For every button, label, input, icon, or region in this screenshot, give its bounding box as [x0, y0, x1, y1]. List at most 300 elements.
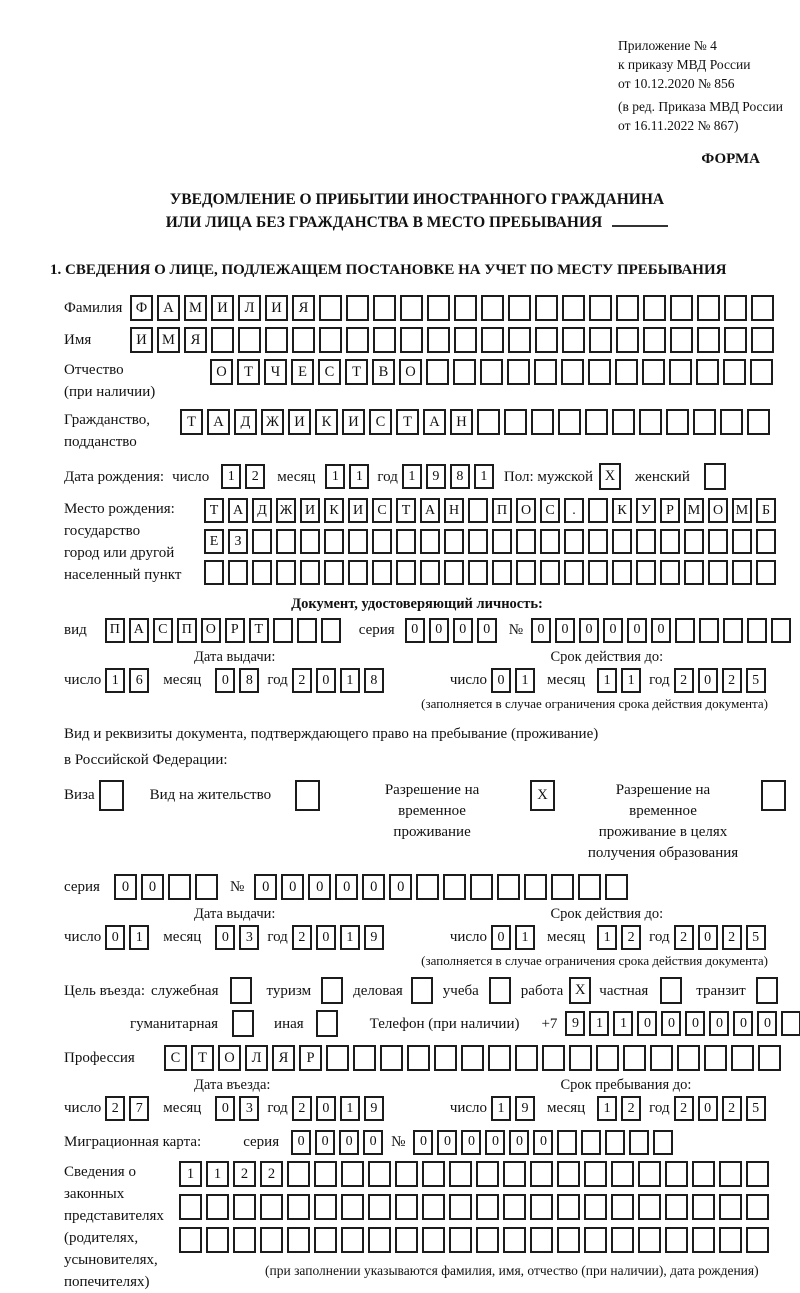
char-box[interactable] [232, 1010, 254, 1037]
char-box[interactable]: 8 [450, 464, 470, 489]
char-box[interactable] [588, 529, 608, 554]
char-box[interactable]: 0 [698, 925, 718, 950]
char-box[interactable] [535, 295, 558, 321]
char-box[interactable]: 1 [325, 464, 345, 489]
char-box[interactable]: Т [345, 359, 368, 385]
char-box[interactable]: 2 [674, 1096, 694, 1121]
char-box[interactable]: У [636, 498, 656, 523]
char-box[interactable] [670, 327, 693, 353]
char-box[interactable] [179, 1227, 202, 1253]
char-box[interactable] [252, 560, 272, 585]
char-box[interactable] [612, 409, 635, 435]
char-box[interactable] [444, 560, 464, 585]
char-box[interactable] [612, 560, 632, 585]
char-box[interactable] [611, 1227, 634, 1253]
char-box[interactable] [380, 1045, 403, 1071]
char-box[interactable] [273, 618, 293, 643]
char-box[interactable]: 0 [709, 1011, 729, 1036]
char-box[interactable]: 0 [491, 668, 511, 693]
char-box[interactable]: 0 [555, 618, 575, 643]
char-box[interactable] [666, 409, 689, 435]
char-box[interactable] [341, 1161, 364, 1187]
char-box[interactable] [669, 359, 692, 385]
char-box[interactable]: 1 [340, 1096, 360, 1121]
char-box[interactable]: 1 [597, 1096, 617, 1121]
char-box[interactable] [531, 409, 554, 435]
char-box[interactable] [420, 560, 440, 585]
char-box[interactable] [395, 1227, 418, 1253]
char-box[interactable]: 0 [316, 925, 336, 950]
char-box[interactable]: X [530, 780, 555, 811]
char-box[interactable]: Л [238, 295, 261, 321]
char-box[interactable] [516, 529, 536, 554]
char-box[interactable]: 0 [281, 874, 304, 900]
char-box[interactable] [569, 1045, 592, 1071]
char-box[interactable]: И [265, 295, 288, 321]
char-box[interactable] [693, 409, 716, 435]
char-box[interactable]: 0 [698, 668, 718, 693]
char-box[interactable]: Т [180, 409, 203, 435]
char-box[interactable] [316, 1010, 338, 1037]
char-box[interactable] [492, 529, 512, 554]
char-box[interactable] [747, 618, 767, 643]
char-box[interactable] [372, 529, 392, 554]
char-box[interactable]: 0 [637, 1011, 657, 1036]
char-box[interactable] [708, 529, 728, 554]
char-box[interactable]: 0 [579, 618, 599, 643]
char-box[interactable] [230, 977, 252, 1004]
char-box[interactable]: Р [225, 618, 245, 643]
char-box[interactable] [516, 560, 536, 585]
char-box[interactable] [206, 1194, 229, 1220]
char-box[interactable]: К [324, 498, 344, 523]
char-box[interactable] [481, 295, 504, 321]
char-box[interactable] [578, 874, 601, 900]
char-box[interactable] [557, 1194, 580, 1220]
char-box[interactable] [616, 327, 639, 353]
char-box[interactable]: 9 [364, 925, 384, 950]
char-box[interactable]: 0 [453, 618, 473, 643]
char-box[interactable] [724, 295, 747, 321]
char-box[interactable] [395, 1161, 418, 1187]
char-box[interactable]: X [569, 977, 591, 1004]
char-box[interactable]: Ж [276, 498, 296, 523]
char-box[interactable] [719, 1161, 742, 1187]
char-box[interactable]: 1 [613, 1011, 633, 1036]
char-box[interactable] [427, 295, 450, 321]
char-box[interactable]: 5 [746, 668, 766, 693]
char-box[interactable] [584, 1161, 607, 1187]
char-box[interactable] [551, 874, 574, 900]
char-box[interactable]: 0 [509, 1130, 529, 1155]
char-box[interactable]: Р [299, 1045, 322, 1071]
char-box[interactable]: Д [252, 498, 272, 523]
char-box[interactable] [557, 1130, 577, 1155]
char-box[interactable]: 1 [402, 464, 422, 489]
char-box[interactable]: 1 [221, 464, 241, 489]
char-box[interactable] [468, 529, 488, 554]
char-box[interactable] [461, 1045, 484, 1071]
char-box[interactable] [771, 618, 791, 643]
char-box[interactable]: К [612, 498, 632, 523]
char-box[interactable]: 1 [474, 464, 494, 489]
char-box[interactable]: М [184, 295, 207, 321]
char-box[interactable] [515, 1045, 538, 1071]
char-box[interactable]: 1 [206, 1161, 229, 1187]
char-box[interactable] [670, 295, 693, 321]
char-box[interactable] [411, 977, 433, 1004]
char-box[interactable] [476, 1227, 499, 1253]
char-box[interactable]: 0 [533, 1130, 553, 1155]
char-box[interactable] [99, 780, 124, 811]
char-box[interactable]: С [372, 498, 392, 523]
char-box[interactable] [732, 529, 752, 554]
char-box[interactable] [489, 977, 511, 1004]
char-box[interactable]: X [599, 463, 621, 490]
char-box[interactable] [540, 560, 560, 585]
char-box[interactable]: С [153, 618, 173, 643]
char-box[interactable] [756, 560, 776, 585]
char-box[interactable] [233, 1194, 256, 1220]
char-box[interactable]: 0 [603, 618, 623, 643]
char-box[interactable] [321, 977, 343, 1004]
char-box[interactable]: 0 [254, 874, 277, 900]
char-box[interactable] [407, 1045, 430, 1071]
char-box[interactable] [348, 529, 368, 554]
char-box[interactable] [535, 327, 558, 353]
char-box[interactable]: 2 [722, 925, 742, 950]
char-box[interactable] [530, 1227, 553, 1253]
char-box[interactable] [395, 1194, 418, 1220]
char-box[interactable] [300, 560, 320, 585]
char-box[interactable]: И [288, 409, 311, 435]
char-box[interactable] [422, 1161, 445, 1187]
char-box[interactable]: 1 [589, 1011, 609, 1036]
char-box[interactable]: 2 [674, 668, 694, 693]
char-box[interactable]: 0 [215, 1096, 235, 1121]
char-box[interactable] [677, 1045, 700, 1071]
char-box[interactable]: 2 [674, 925, 694, 950]
char-box[interactable] [719, 1194, 742, 1220]
char-box[interactable] [341, 1227, 364, 1253]
char-box[interactable] [276, 560, 296, 585]
char-box[interactable] [503, 1227, 526, 1253]
char-box[interactable] [653, 1130, 673, 1155]
char-box[interactable]: 1 [621, 668, 641, 693]
char-box[interactable] [454, 295, 477, 321]
char-box[interactable] [642, 359, 665, 385]
char-box[interactable] [321, 618, 341, 643]
char-box[interactable] [508, 295, 531, 321]
char-box[interactable]: 0 [362, 874, 385, 900]
char-box[interactable]: 1 [597, 668, 617, 693]
char-box[interactable] [233, 1227, 256, 1253]
char-box[interactable]: 2 [621, 925, 641, 950]
char-box[interactable]: С [164, 1045, 187, 1071]
char-box[interactable]: Т [396, 409, 419, 435]
char-box[interactable] [468, 498, 488, 523]
char-box[interactable]: 0 [114, 874, 137, 900]
char-box[interactable] [477, 409, 500, 435]
char-box[interactable] [585, 409, 608, 435]
char-box[interactable]: 0 [335, 874, 358, 900]
char-box[interactable]: 2 [260, 1161, 283, 1187]
char-box[interactable] [643, 295, 666, 321]
char-box[interactable]: 1 [340, 668, 360, 693]
char-box[interactable] [616, 295, 639, 321]
char-box[interactable] [368, 1227, 391, 1253]
char-box[interactable]: И [342, 409, 365, 435]
char-box[interactable] [449, 1161, 472, 1187]
char-box[interactable]: 0 [485, 1130, 505, 1155]
char-box[interactable]: О [210, 359, 233, 385]
char-box[interactable]: 1 [515, 668, 535, 693]
char-box[interactable] [449, 1194, 472, 1220]
char-box[interactable] [530, 1161, 553, 1187]
char-box[interactable] [746, 1194, 769, 1220]
char-box[interactable] [368, 1194, 391, 1220]
char-box[interactable]: 0 [316, 668, 336, 693]
char-box[interactable]: 0 [308, 874, 331, 900]
char-box[interactable] [497, 874, 520, 900]
char-box[interactable] [453, 359, 476, 385]
char-box[interactable] [420, 529, 440, 554]
char-box[interactable] [507, 359, 530, 385]
char-box[interactable] [697, 295, 720, 321]
char-box[interactable] [314, 1194, 337, 1220]
char-box[interactable]: А [423, 409, 446, 435]
char-box[interactable] [372, 560, 392, 585]
char-box[interactable]: 1 [515, 925, 535, 950]
char-box[interactable] [636, 529, 656, 554]
char-box[interactable]: 0 [461, 1130, 481, 1155]
char-box[interactable] [444, 529, 464, 554]
char-box[interactable]: О [516, 498, 536, 523]
char-box[interactable]: 0 [105, 925, 125, 950]
char-box[interactable] [287, 1227, 310, 1253]
char-box[interactable]: 1 [597, 925, 617, 950]
char-box[interactable] [468, 560, 488, 585]
char-box[interactable]: 0 [429, 618, 449, 643]
char-box[interactable]: 2 [245, 464, 265, 489]
char-box[interactable] [643, 327, 666, 353]
char-box[interactable] [781, 1011, 800, 1036]
char-box[interactable] [346, 327, 369, 353]
char-box[interactable]: 0 [316, 1096, 336, 1121]
char-box[interactable] [665, 1227, 688, 1253]
char-box[interactable] [204, 560, 224, 585]
char-box[interactable] [179, 1194, 202, 1220]
char-box[interactable]: Ж [261, 409, 284, 435]
char-box[interactable]: П [177, 618, 197, 643]
char-box[interactable]: Т [396, 498, 416, 523]
char-box[interactable] [623, 1045, 646, 1071]
char-box[interactable]: А [207, 409, 230, 435]
char-box[interactable]: 2 [722, 668, 742, 693]
char-box[interactable] [534, 359, 557, 385]
char-box[interactable]: 0 [531, 618, 551, 643]
char-box[interactable]: 6 [129, 668, 149, 693]
char-box[interactable]: 8 [364, 668, 384, 693]
char-box[interactable] [504, 409, 527, 435]
char-box[interactable]: П [492, 498, 512, 523]
char-box[interactable] [292, 327, 315, 353]
char-box[interactable] [524, 874, 547, 900]
char-box[interactable]: Б [756, 498, 776, 523]
char-box[interactable] [314, 1227, 337, 1253]
char-box[interactable]: Т [204, 498, 224, 523]
char-box[interactable]: 9 [364, 1096, 384, 1121]
char-box[interactable]: 0 [437, 1130, 457, 1155]
char-box[interactable] [238, 327, 261, 353]
char-box[interactable]: 0 [413, 1130, 433, 1155]
char-box[interactable] [720, 409, 743, 435]
char-box[interactable] [400, 295, 423, 321]
char-box[interactable] [588, 498, 608, 523]
char-box[interactable] [638, 1227, 661, 1253]
char-box[interactable]: 2 [292, 925, 312, 950]
char-box[interactable] [756, 977, 778, 1004]
char-box[interactable] [638, 1194, 661, 1220]
char-box[interactable] [638, 1161, 661, 1187]
char-box[interactable] [348, 560, 368, 585]
char-box[interactable] [564, 560, 584, 585]
char-box[interactable]: 9 [565, 1011, 585, 1036]
char-box[interactable] [503, 1194, 526, 1220]
char-box[interactable] [297, 618, 317, 643]
char-box[interactable] [761, 780, 786, 811]
char-box[interactable] [751, 295, 774, 321]
char-box[interactable] [692, 1227, 715, 1253]
char-box[interactable] [480, 359, 503, 385]
char-box[interactable] [746, 1227, 769, 1253]
char-box[interactable] [168, 874, 191, 900]
char-box[interactable] [612, 529, 632, 554]
char-box[interactable]: М [157, 327, 180, 353]
char-box[interactable] [422, 1227, 445, 1253]
char-box[interactable]: 1 [129, 925, 149, 950]
char-box[interactable] [639, 409, 662, 435]
char-box[interactable] [708, 560, 728, 585]
char-box[interactable]: 2 [292, 668, 312, 693]
char-box[interactable]: 0 [363, 1130, 383, 1155]
char-box[interactable]: 0 [733, 1011, 753, 1036]
char-box[interactable]: 0 [389, 874, 412, 900]
char-box[interactable] [562, 327, 585, 353]
char-box[interactable]: 8 [239, 668, 259, 693]
char-box[interactable] [300, 529, 320, 554]
char-box[interactable] [723, 359, 746, 385]
char-box[interactable]: 1 [340, 925, 360, 950]
char-box[interactable]: А [129, 618, 149, 643]
char-box[interactable] [542, 1045, 565, 1071]
char-box[interactable]: 1 [179, 1161, 202, 1187]
char-box[interactable]: М [684, 498, 704, 523]
char-box[interactable]: 9 [515, 1096, 535, 1121]
char-box[interactable]: И [130, 327, 153, 353]
char-box[interactable] [564, 529, 584, 554]
char-box[interactable] [319, 327, 342, 353]
char-box[interactable] [704, 463, 726, 490]
char-box[interactable] [476, 1194, 499, 1220]
char-box[interactable] [750, 359, 773, 385]
char-box[interactable] [228, 560, 248, 585]
char-box[interactable] [287, 1194, 310, 1220]
char-box[interactable] [562, 295, 585, 321]
char-box[interactable] [488, 1045, 511, 1071]
char-box[interactable] [660, 560, 680, 585]
char-box[interactable] [368, 1161, 391, 1187]
char-box[interactable] [481, 327, 504, 353]
char-box[interactable] [731, 1045, 754, 1071]
char-box[interactable] [260, 1227, 283, 1253]
char-box[interactable]: 1 [491, 1096, 511, 1121]
char-box[interactable]: Н [450, 409, 473, 435]
char-box[interactable] [719, 1227, 742, 1253]
char-box[interactable] [557, 1161, 580, 1187]
char-box[interactable] [756, 529, 776, 554]
char-box[interactable] [314, 1161, 337, 1187]
char-box[interactable]: 5 [746, 1096, 766, 1121]
char-box[interactable]: 2 [105, 1096, 125, 1121]
char-box[interactable]: 0 [685, 1011, 705, 1036]
char-box[interactable] [724, 327, 747, 353]
char-box[interactable] [751, 327, 774, 353]
char-box[interactable]: 9 [426, 464, 446, 489]
char-box[interactable] [540, 529, 560, 554]
char-box[interactable] [426, 359, 449, 385]
char-box[interactable]: 0 [651, 618, 671, 643]
char-box[interactable]: А [228, 498, 248, 523]
char-box[interactable]: Е [204, 529, 224, 554]
char-box[interactable] [211, 327, 234, 353]
char-box[interactable] [530, 1194, 553, 1220]
char-box[interactable]: 0 [215, 925, 235, 950]
char-box[interactable] [596, 1045, 619, 1071]
char-box[interactable]: Л [245, 1045, 268, 1071]
char-box[interactable] [581, 1130, 601, 1155]
char-box[interactable] [443, 874, 466, 900]
char-box[interactable]: О [399, 359, 422, 385]
char-box[interactable] [660, 529, 680, 554]
char-box[interactable]: Я [292, 295, 315, 321]
char-box[interactable] [605, 874, 628, 900]
char-box[interactable]: 7 [129, 1096, 149, 1121]
char-box[interactable] [746, 1161, 769, 1187]
char-box[interactable]: 1 [349, 464, 369, 489]
char-box[interactable]: З [228, 529, 248, 554]
char-box[interactable]: 2 [621, 1096, 641, 1121]
char-box[interactable] [295, 780, 320, 811]
char-box[interactable] [353, 1045, 376, 1071]
char-box[interactable] [324, 560, 344, 585]
char-box[interactable] [324, 529, 344, 554]
char-box[interactable] [400, 327, 423, 353]
char-box[interactable] [615, 359, 638, 385]
char-box[interactable]: 3 [239, 925, 259, 950]
char-box[interactable]: И [348, 498, 368, 523]
char-box[interactable] [470, 874, 493, 900]
char-box[interactable]: . [564, 498, 584, 523]
char-box[interactable] [588, 560, 608, 585]
char-box[interactable]: П [105, 618, 125, 643]
char-box[interactable] [252, 529, 272, 554]
char-box[interactable]: О [218, 1045, 241, 1071]
char-box[interactable]: 0 [477, 618, 497, 643]
char-box[interactable] [276, 529, 296, 554]
char-box[interactable] [696, 359, 719, 385]
char-box[interactable] [557, 1227, 580, 1253]
